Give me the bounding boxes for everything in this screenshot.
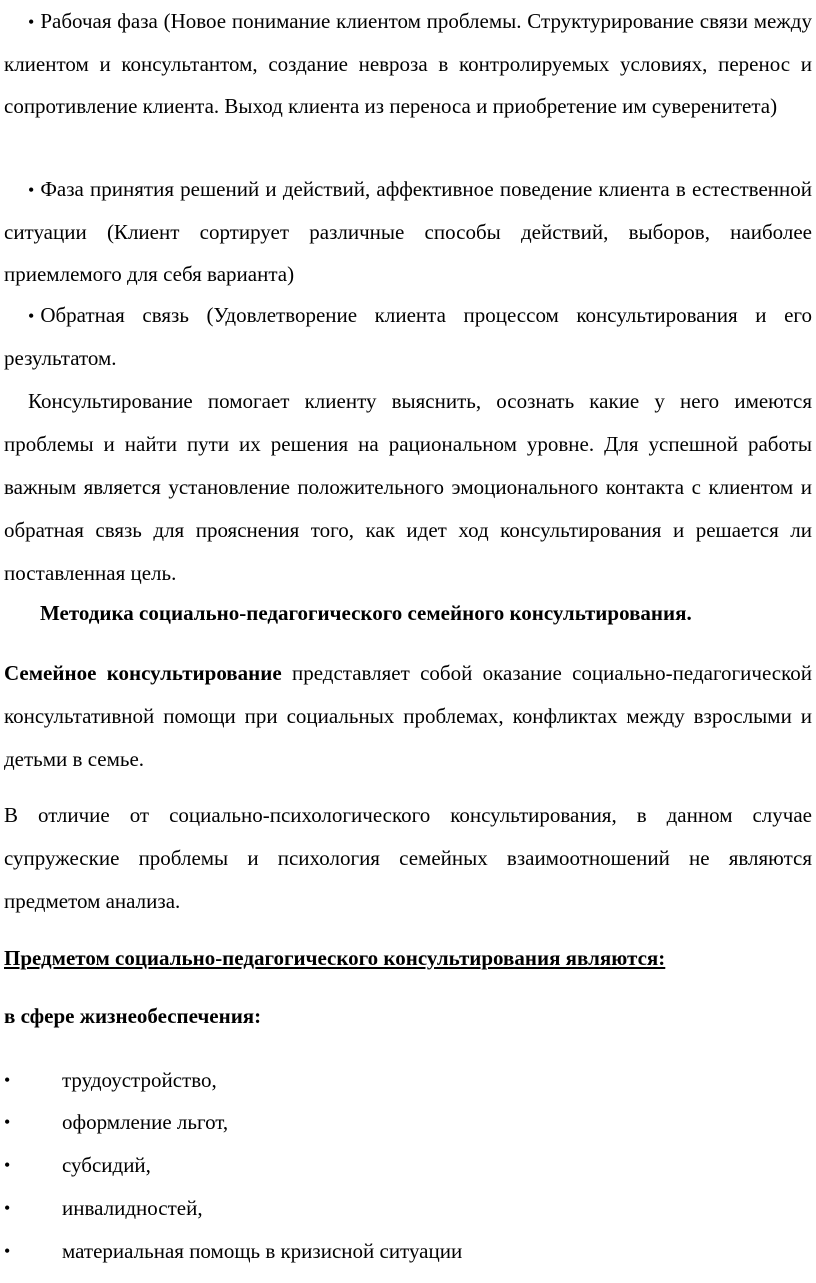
list-item-text: трудоустройство, — [62, 1068, 217, 1092]
bullet-icon: • — [4, 1155, 11, 1175]
section-heading-methodology: Методика социально-педагогического семейного консультирования. — [40, 601, 692, 625]
list-item-text: материальная помощь в кризисной ситуации — [62, 1239, 463, 1263]
bullet-icon: • — [4, 1198, 11, 1218]
term-family-consulting: Семейное консультирование — [4, 661, 282, 685]
list-item-text: субсидий, — [62, 1153, 151, 1177]
subject-heading: Предметом социально-педагогического консультирования являются: — [4, 946, 666, 970]
list-item-text: оформление льгот, — [62, 1110, 229, 1134]
paragraph-difference: В отличие от социально-психологического консультирования, в данном случае супружеские проблемы и психология семейных взаимоотношений не являются предметом анализа. — [4, 803, 812, 913]
bullet-icon: • — [4, 1112, 11, 1132]
bullet-working-phase: • Рабочая фаза (Новое понимание клиентом проблемы. Структурирование связи между клиентом и консультантом, создание невроза в контролируемых условиях, перенос и сопротивление клиента. Выход клиента из переноса и приобретение им суверенитета) — [4, 0, 812, 127]
bullet-icon: • — [4, 1241, 11, 1261]
bullet-feedback: • Обратная связь (Удовлетворение клиента процессом консультирования и его результатом. — [4, 294, 812, 379]
bullet-icon: • — [4, 1070, 11, 1090]
list-item-text: инвалидностей, — [62, 1196, 203, 1220]
bullet-decision-phase: • Фаза принятия решений и действий, аффективное поведение клиента в естественной ситуации (Клиент сортирует различные способы действий, выборов, наиболее приемлемого для себя варианта) — [4, 168, 812, 295]
sphere-heading: в сфере жизнеобеспечения: — [4, 1004, 262, 1028]
definition-text: представляет собой оказание социально-педагогической консультативной помощи при социальных проблемах, конфликтах между взрослыми и детьми в семье. — [4, 661, 812, 771]
paragraph-consulting-purpose: Консультирование помогает клиенту выяснить, осознать какие у него имеются проблемы и найти пути их решения на рациональном уровне. Для успешной работы важным является установление положительного эмоционального контакта с клиентом и обратная связь для прояснения того, как идет ход консультирования и решается ли поставленная цель. — [4, 389, 812, 585]
paragraph-family-consulting — [4, 652, 812, 781]
